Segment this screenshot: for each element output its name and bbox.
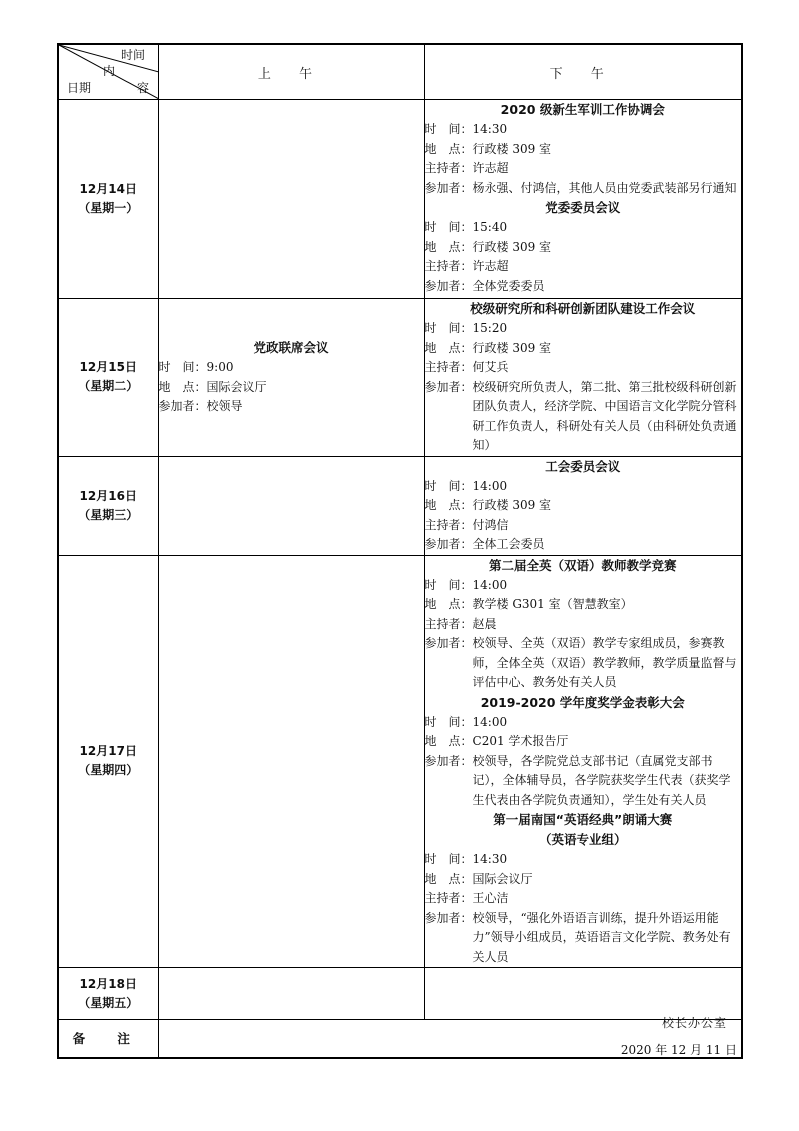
event-place-line xyxy=(425,140,742,160)
event-time-line xyxy=(425,713,742,733)
event-attendees-label: 参加者： xyxy=(424,379,473,394)
event-place-label: 地 点： xyxy=(424,871,473,886)
morning-header: 上 午 xyxy=(158,44,424,100)
day-date: 12月17日 xyxy=(79,744,137,759)
day-date-cell xyxy=(58,555,158,968)
event-attendees-value: 全体工会委员 xyxy=(472,537,545,551)
event-place-label: 地 点： xyxy=(424,734,473,748)
event-time-value: 14:00 xyxy=(472,714,508,729)
event-attendees-line xyxy=(425,909,742,968)
morning-cell xyxy=(158,299,424,457)
event-host-line xyxy=(425,615,742,635)
event-host-label: 主持者： xyxy=(424,360,473,374)
day-date-cell xyxy=(58,100,158,299)
event-host-line xyxy=(425,516,742,536)
afternoon-header: 下 午 xyxy=(424,44,742,100)
day-weekday: （星期三） xyxy=(78,507,139,522)
day-weekday: （星期二） xyxy=(78,379,139,394)
event-place-value: 国际会议厅 xyxy=(472,871,533,886)
event-block xyxy=(425,693,742,811)
event-attendees-value: 校领导，“强化外语语言训练，提升外语运用能力”领导小组成员，英语语言文化学院、教务处有关人员 xyxy=(472,910,731,964)
event-block xyxy=(425,457,742,555)
event-place-label: 地 点： xyxy=(424,597,473,611)
day-row xyxy=(58,299,742,457)
event-block xyxy=(425,198,742,296)
event-time-label: 时 间： xyxy=(424,577,473,592)
header-row xyxy=(58,44,742,100)
event-host-line xyxy=(425,889,742,909)
day-row xyxy=(58,968,742,1020)
event-title: 党委委员会议 xyxy=(545,200,621,215)
issuing-office-label: 校长办公室 xyxy=(661,1016,727,1030)
event-host-line xyxy=(425,257,742,277)
event-time-value: 14:30 xyxy=(472,852,508,866)
day-row xyxy=(58,100,742,299)
event-time-value: 14:00 xyxy=(472,478,508,493)
event-place-line xyxy=(425,732,742,752)
event-place-label: 地 点： xyxy=(424,498,473,512)
day-date-cell xyxy=(58,968,158,1020)
diagonal-header-cell xyxy=(58,44,158,100)
event-subtitle: （英语专业组） xyxy=(538,832,627,847)
day-weekday: （星期一） xyxy=(78,201,139,215)
event-attendees-label: 参加者： xyxy=(424,636,473,650)
afternoon-cell xyxy=(424,299,742,457)
day-date-cell xyxy=(58,299,158,457)
event-time-value: 15:20 xyxy=(472,321,508,335)
day-date-cell xyxy=(58,456,158,555)
event-time-label: 时 间： xyxy=(424,852,473,866)
event-host-label: 主持者： xyxy=(424,891,473,905)
event-host-value: 付鸿信 xyxy=(472,517,509,532)
afternoon-cell xyxy=(424,968,742,1020)
event-place-label: 地 点： xyxy=(424,340,473,355)
event-block xyxy=(159,338,424,417)
event-attendees-label: 参加者： xyxy=(424,537,473,551)
diag-time-label: 时间 xyxy=(121,48,146,62)
event-time-line xyxy=(425,319,742,339)
event-attendees-line xyxy=(425,277,742,297)
weekly-schedule-table xyxy=(57,43,743,1059)
event-block xyxy=(425,810,742,967)
event-host-value: 王心洁 xyxy=(472,891,509,905)
event-title: 工会委员会议 xyxy=(545,458,621,474)
event-block xyxy=(425,556,742,693)
event-place-value: 教学楼 G301 室（智慧教室） xyxy=(472,597,633,611)
afternoon-cell xyxy=(424,456,742,555)
event-attendees-line xyxy=(425,535,742,555)
event-attendees-line xyxy=(425,378,742,456)
day-date: 12月14日 xyxy=(79,182,137,196)
event-place-line xyxy=(425,595,742,615)
event-time-line xyxy=(425,850,742,870)
event-title: 校级研究所和科研创新团队建设工作会议 xyxy=(470,301,696,316)
event-place-line xyxy=(425,496,742,516)
event-attendees-label: 参加者： xyxy=(424,910,473,925)
event-place-value: C201 学术报告厅 xyxy=(472,734,569,748)
event-place-label: 地 点： xyxy=(158,379,207,394)
remarks-label: 备 注 xyxy=(58,1020,158,1058)
event-attendees-label: 参加者： xyxy=(424,753,473,768)
event-title: 第一届南国“英语经典”朗诵大赛 xyxy=(493,812,673,827)
event-place-line xyxy=(159,378,424,398)
event-time-line xyxy=(425,218,742,238)
morning-cell xyxy=(158,100,424,299)
event-place-line xyxy=(425,238,742,258)
diag-content-label-a: 内 xyxy=(103,64,116,78)
event-host-label: 主持者： xyxy=(424,259,473,273)
diag-date-label: 日期 xyxy=(67,81,92,95)
event-host-label: 主持者： xyxy=(424,517,473,532)
event-attendees-line xyxy=(159,397,424,417)
event-host-label: 主持者： xyxy=(424,616,473,631)
event-time-label: 时 间： xyxy=(424,478,473,493)
event-title: 2019-2020 学年度奖学金表彰大会 xyxy=(480,694,685,710)
event-time-line xyxy=(425,477,742,497)
afternoon-cell xyxy=(424,555,742,968)
event-place-value: 行政楼 309 室 xyxy=(472,340,552,355)
event-attendees-label: 参加者： xyxy=(424,278,473,293)
day-row xyxy=(58,456,742,555)
event-attendees-value: 校领导 xyxy=(206,399,243,413)
event-place-value: 国际会议厅 xyxy=(206,379,267,394)
event-place-value: 行政楼 309 室 xyxy=(472,141,552,156)
event-time-value: 9:00 xyxy=(206,360,234,374)
event-block xyxy=(425,100,742,198)
event-time-value: 14:00 xyxy=(472,577,508,592)
event-host-value: 何艾兵 xyxy=(472,360,509,374)
day-date: 12月16日 xyxy=(79,488,137,503)
event-host-value: 许志超 xyxy=(472,161,509,175)
morning-cell xyxy=(158,456,424,555)
issue-date: 2020 年 12 月 11 日 xyxy=(620,1043,737,1057)
event-time-line xyxy=(159,358,424,378)
day-weekday: （星期四） xyxy=(78,763,139,778)
event-time-value: 14:30 xyxy=(472,122,508,136)
event-attendees-value: 校领导，各学院党总支部书记（直属党支部书记），全体辅导员，各学院获奖学生代表（获奖学生代表由各学院负责通知），学生处有关人员 xyxy=(472,753,731,807)
event-attendees-label: 参加者： xyxy=(158,399,207,413)
event-place-label: 地 点： xyxy=(424,239,473,254)
event-place-label: 地 点： xyxy=(424,141,473,156)
event-time-label: 时 间： xyxy=(424,122,473,136)
event-time-label: 时 间： xyxy=(158,360,207,374)
event-place-value: 行政楼 309 室 xyxy=(472,239,552,254)
event-host-value: 赵晨 xyxy=(472,616,497,631)
morning-cell xyxy=(158,555,424,968)
event-title: 2020 级新生军训工作协调会 xyxy=(500,102,665,117)
event-attendees-value: 全体党委委员 xyxy=(472,278,545,293)
morning-cell xyxy=(158,968,424,1020)
event-time-label: 时 间： xyxy=(424,321,473,335)
event-time-value: 15:40 xyxy=(472,220,508,234)
event-title: 党政联席会议 xyxy=(253,340,329,355)
event-time-line xyxy=(425,120,742,140)
event-place-line xyxy=(425,870,742,890)
event-attendees-label: 参加者： xyxy=(424,180,473,195)
event-host-value: 许志超 xyxy=(472,259,509,273)
event-attendees-value: 校级研究所负责人，第二批、第三批校级科研创新团队负责人，经济学院、中国语言文化学院分管科研工作负责人，科研处有关人员（由科研处负责通知） xyxy=(472,379,737,452)
event-attendees-line xyxy=(425,634,742,693)
event-title: 第二届全英（双语）教师教学竞赛 xyxy=(488,557,677,573)
day-row xyxy=(58,555,742,968)
event-time-line xyxy=(425,576,742,596)
event-attendees-value: 杨永强、付鸿信，其他人员由党委武装部另行通知 xyxy=(472,180,737,195)
event-attendees-value: 校领导、全英（双语）教学专家组成员，参赛教师，全体全英（双语）教学教师，教学质量监督与评估中心、教务处有关人员 xyxy=(472,636,737,689)
event-place-line xyxy=(425,339,742,359)
event-attendees-line xyxy=(425,179,742,199)
event-block xyxy=(425,299,742,456)
event-time-label: 时 间： xyxy=(424,714,473,729)
afternoon-cell xyxy=(424,100,742,299)
event-time-label: 时 间： xyxy=(424,220,473,234)
event-place-value: 行政楼 309 室 xyxy=(472,498,552,512)
diag-content-label-b: 容 xyxy=(137,81,150,95)
day-date: 12月18日 xyxy=(79,976,137,991)
day-weekday: （星期五） xyxy=(78,995,139,1010)
event-host-label: 主持者： xyxy=(424,161,473,175)
event-host-line xyxy=(425,358,742,378)
schedule-sheet xyxy=(57,43,741,1059)
event-attendees-line xyxy=(425,752,742,811)
day-date: 12月15日 xyxy=(79,360,137,375)
event-host-line xyxy=(425,159,742,179)
